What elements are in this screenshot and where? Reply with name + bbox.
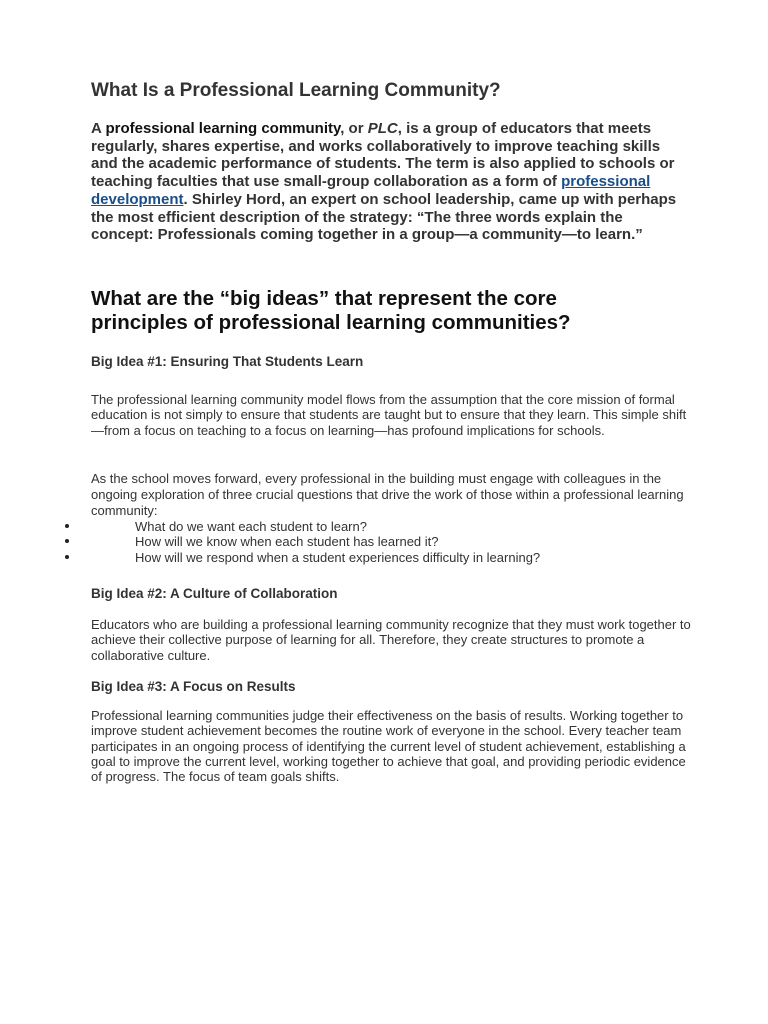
list-item: [65, 519, 540, 534]
big-idea-3-paragraph: Professional learning communities judge their effectiveness on the basis of results. Working together to improve student achievement becomes the routine work of everyone in the school. Every teacher team participates in an ongoing process of identifying the current level of student achievement, establishing a goal to improve the current level, working together to achieve that goal, and providing periodic evidence of progress. The focus of team goals shifts.: [91, 708, 686, 785]
bullet-icon: [65, 524, 69, 528]
bullet-icon: [65, 539, 69, 543]
bullet-icon: [65, 555, 69, 559]
intro-text-4: . Shirley Hord, an expert on school leadership, came up with perhaps the most efficient description of the strategy: “The three words explain the concept: Professionals coming together in a group—a community—to learn.”: [91, 190, 677, 244]
big-idea-2-paragraph: Educators who are building a professional learning community recognize that they must work together to achieve their collective purpose of learning for all. Therefore, they create structures to promote a collaborative culture.: [91, 617, 691, 663]
intro-text-2: , or: [340, 120, 368, 137]
big-idea-3-heading: Big Idea #3: A Focus on Results: [91, 679, 296, 694]
page-title: What Is a Professional Learning Community?: [91, 80, 501, 101]
question-text: What do we want each student to learn?: [135, 519, 367, 534]
intro-term: professional learning community: [105, 120, 341, 137]
questions-list: [65, 519, 540, 565]
professional-development-link[interactable]: professional development: [91, 173, 651, 208]
big-ideas-heading: What are the “big ideas” that represent the core principles of professional learning communities?: [91, 287, 571, 334]
list-item: [65, 550, 540, 565]
intro-text-3: , is a group of educators that meets regularly, shares expertise, and works collaboratively to improve teaching skills and the academic performance of students. The term is also applied to schools or teaching faculties that use small-group collaboration as a form of: [91, 120, 675, 191]
intro-abbr: PLC: [367, 120, 398, 137]
big-idea-2-heading: Big Idea #2: A Culture of Collaboration: [91, 586, 338, 601]
big-idea-1-paragraph-1: The professional learning community model flows from the assumption that the core mission of formal education is not simply to ensure that students are taught but to ensure that they learn. This simple shift—from a focus on teaching to a focus on learning—has profound implications for schools.: [91, 392, 687, 438]
intro-text-1: A: [91, 120, 106, 137]
list-item: [65, 534, 540, 549]
big-idea-1-paragraph-2: As the school moves forward, every professional in the building must engage with colleagues in the ongoing exploration of three crucial questions that drive the work of those within a professional learning community:: [91, 471, 684, 519]
big-idea-1-heading: Big Idea #1: Ensuring That Students Learn: [91, 354, 364, 369]
question-text: How will we know when each student has learned it?: [135, 534, 439, 550]
intro-paragraph: [91, 120, 686, 244]
question-text: How will we respond when a student experiences difficulty in learning?: [135, 549, 541, 565]
